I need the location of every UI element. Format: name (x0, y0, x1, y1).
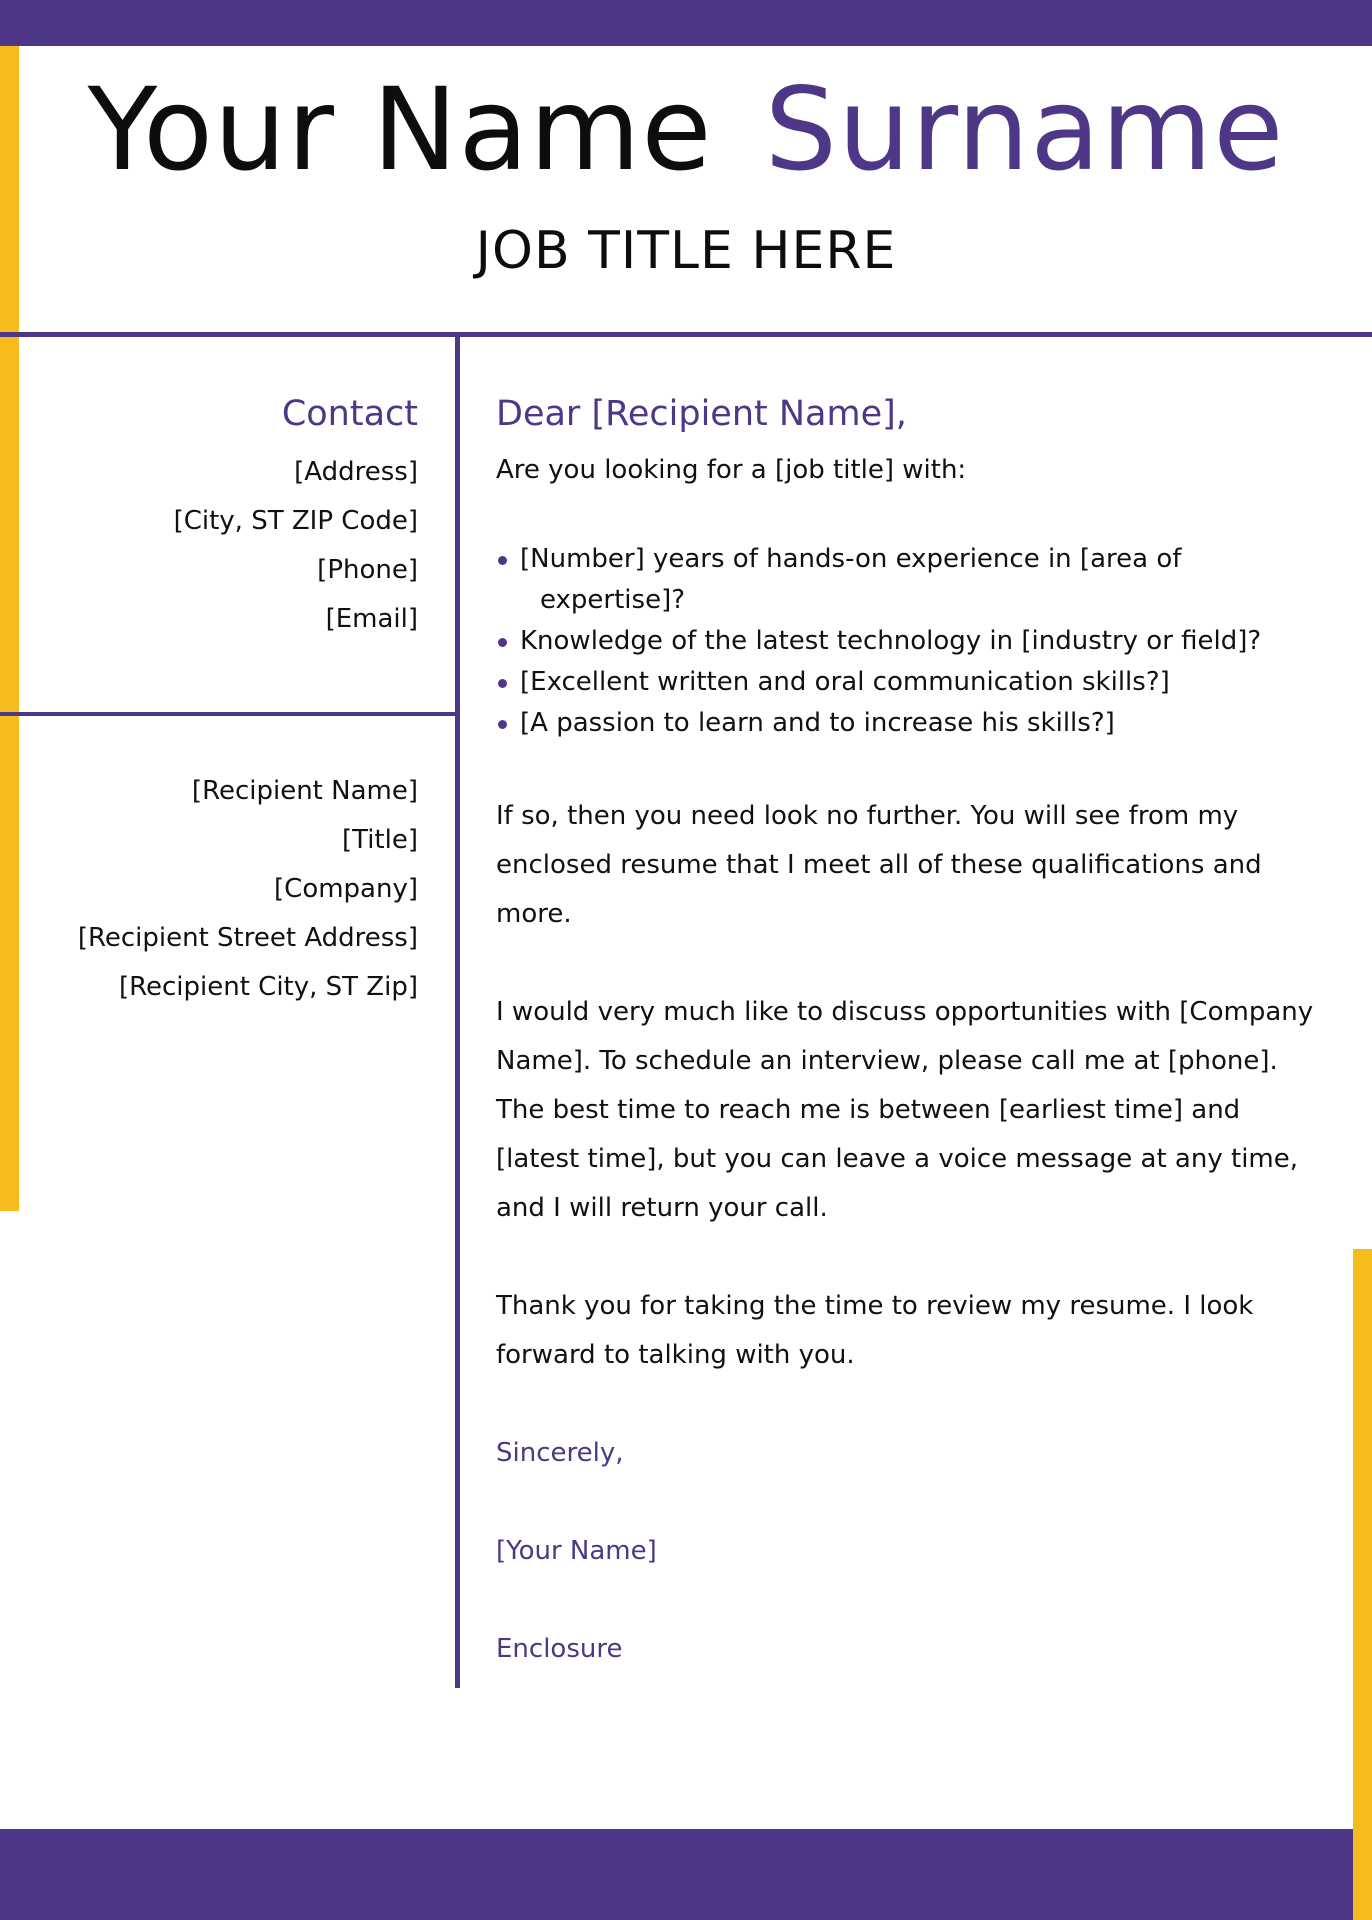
bottom-color-bar (0, 1829, 1353, 1920)
list-item-text-continued: expertise]? (540, 585, 686, 615)
list-item (496, 662, 1364, 703)
paragraph-qualifications (496, 792, 1364, 939)
list-item-text: Knowledge of the latest technology in [industry or field]? (520, 626, 1262, 656)
paragraph-line: The best time to reach me is between [earliest time] and (496, 1095, 1241, 1125)
qualification-list (496, 539, 1364, 744)
job-title: JOB TITLE HERE (475, 221, 897, 281)
paragraph-thanks (496, 1282, 1364, 1380)
paragraph-line: and I will return your call. (496, 1193, 828, 1223)
applicant-name (0, 60, 1372, 200)
recipient-street-address: [Recipient Street Address] (77, 923, 418, 953)
surname: Surname (764, 63, 1285, 196)
list-item-text: [Excellent written and oral communication skills?] (520, 667, 1170, 697)
intro-line: Are you looking for a [job title] with: (496, 455, 967, 485)
paragraph-line: Thank you for taking the time to review my resume. I look (496, 1291, 1254, 1321)
contact-section (30, 388, 418, 644)
recipient-section (30, 767, 418, 1012)
list-item (496, 703, 1364, 744)
recipient-title: [Title] (341, 825, 418, 855)
recipient-city: [Recipient City, ST Zip] (118, 972, 418, 1002)
recipient-name: [Recipient Name] (191, 776, 418, 806)
enclosure-note: Enclosure (496, 1634, 623, 1664)
list-item-text: [A passion to learn and to increase his skills?] (520, 708, 1115, 738)
closing: Sincerely, (496, 1438, 624, 1468)
contact-phone: [Phone] (317, 555, 418, 585)
list-item (496, 621, 1364, 662)
column-divider (455, 337, 460, 1688)
list-item (496, 539, 1364, 621)
header-divider (0, 332, 1372, 337)
list-item-text: [Number] years of hands-on experience in [area of (520, 544, 1182, 574)
paragraph-line: [latest time], but you can leave a voice message at any time, (496, 1144, 1299, 1174)
signature: [Your Name] (496, 1536, 657, 1566)
contact-email: [Email] (325, 604, 418, 634)
paragraph-line: If so, then you need look no further. You will see from my (496, 801, 1239, 831)
paragraph-interview (496, 988, 1364, 1233)
paragraph-line: Name]. To schedule an interview, please call me at [phone]. (496, 1046, 1278, 1076)
recipient-company: [Company] (274, 874, 418, 904)
top-color-bar (0, 0, 1372, 46)
paragraph-line: I would very much like to discuss opportunities with [Company (496, 997, 1314, 1027)
contact-divider (0, 712, 455, 716)
salutation: Dear [Recipient Name], (496, 394, 907, 434)
contact-address: [Address] (294, 457, 418, 487)
paragraph-line: more. (496, 899, 572, 929)
first-name: Your Name (87, 63, 713, 196)
contact-city: [City, ST ZIP Code] (173, 506, 418, 536)
letter-body (496, 388, 1364, 1674)
paragraph-line: forward to talking with you. (496, 1340, 855, 1370)
paragraph-line: enclosed resume that I meet all of these qualifications and (496, 850, 1262, 880)
contact-heading: Contact (281, 394, 418, 434)
